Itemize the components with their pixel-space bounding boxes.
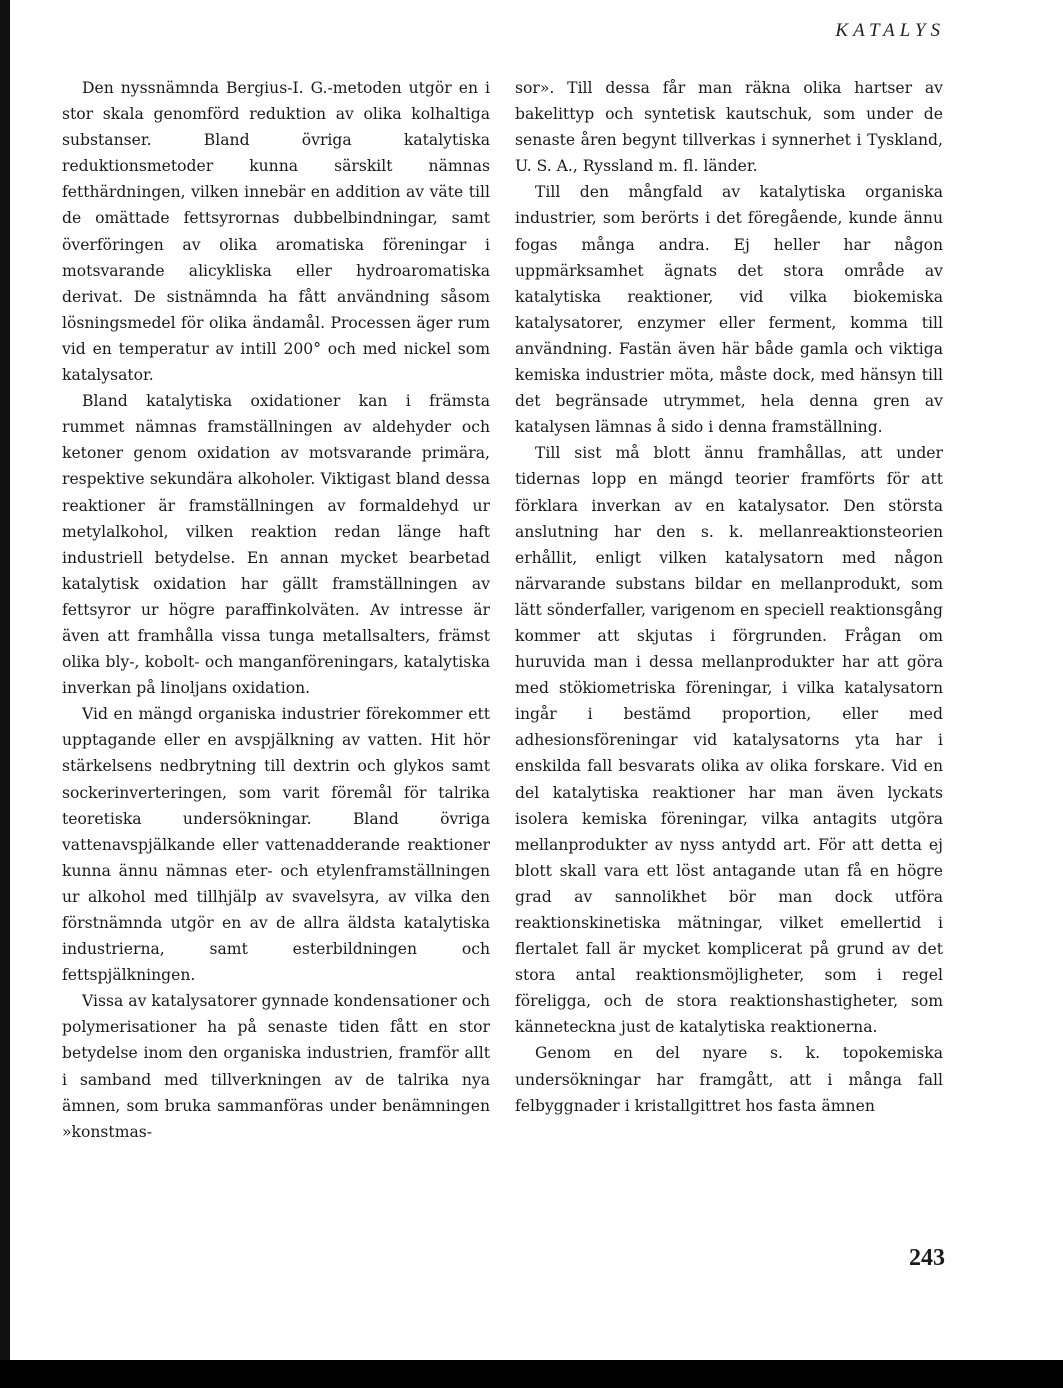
paragraph: Vissa av katalysatorer gynnade kondensationer och polymerisationer ha på senaste tiden fått en stor betydelse inom den organiska industrien, framför allt i samband med tillverkningen av de talrika nya ämnen, som bruka sammanföras under benämningen »konstmas- [62, 992, 490, 1141]
paragraph: Till sist må blott ännu framhållas, att under tidernas lopp en mängd teorier framförts för att förklara inverkan av en katalysator. Den största anslutning har den s. k. mellanreaktionsteorien erhållit, enligt vilken katalysatorn med någon närvarande substans bildar en mellanprodukt, som lätt sönderfaller, varigenom en speciell reaktionsgång kommer att skjutas i förgrunden. Frågan om huruvida man i dessa mellanprodukter har att göra med stökiometriska föreningar, i vilka katalysatorn ingår i bestämd proportion, eller med adhesionsföreningar vid katalysatorns yta har i enskilda fall besvarats olika av olika forskare. Vid en del katalytiska reaktioner har man även lyckats isolera kemiska föreningar, vilka antagits utgöra mellanprodukter av nyss antydd art. För att detta ej blott skall vara ett löst antagande utan få en högre grad av sannolikhet bör man dock utföra reaktionskinetiska mätningar, vilket emellertid i flertalet fall är mycket komplicerat på grund av det stora antal reaktionsmöjligheter, som i regel föreligga, och de stora reaktionshastigheter, som känneteckna just de katalytiska reaktionerna. [515, 444, 943, 1037]
page-number: 243 [909, 1245, 945, 1271]
scan-bottom-edge [0, 1360, 1063, 1388]
paragraph: Genom en del nyare s. k. topokemiska undersökningar har framgått, att i många fall felbyggnader i kristallgittret hos fasta ämnen [515, 1044, 943, 1115]
paragraph: Bland katalytiska oxidationer kan i främsta rummet nämnas framställningen av aldehyder och ketoner genom oxidation av motsvarande primära, respektive sekundära alkoholer. Viktigast bland dessa reaktioner är framställningen av formaldehyd ur metylalkohol, vilken reaktion redan länge haft industriell betydelse. En annan mycket bearbetad katalytisk oxidation har gällt framställningen av fettsyror ur högre paraffinkolväten. Av intresse är även att framhålla vissa tunga metallsalters, främst olika bly-, kobolt- och manganföreningars, katalytiska inverkan på linoljans oxidation. [62, 392, 490, 698]
running-head: KATALYS [835, 20, 945, 41]
paragraph: sor». Till dessa får man räkna olika hartser av bakelittyp och syntetisk kautschuk, som under de senaste åren begynt tillverkas i synnerhet i Tyskland, U. S. A., Ryssland m. fl. länder. [515, 79, 943, 176]
paragraph: Till den mångfald av katalytiska organiska industrier, som berörts i det föregående, kunde ännu fogas många andra. Ej heller har någon uppmärksamhet ägnats det stora område av katalytiska reaktioner, vid vilka biokemiska katalysatorer, enzymer eller ferment, komma till användning. Fastän även här både gamla och viktiga kemiska industrier möta, måste dock, med hänsyn till det begränsade utrymmet, hela denna gren av katalysen lämnas å sido i denna framställning. [515, 183, 943, 437]
paragraph: Den nyssnämnda Bergius-I. G.-metoden utgör en i stor skala genomförd reduktion av olika kolhaltiga substanser. Bland övriga katalytiska reduktionsmetoder kunna särskilt nämnas fetthärdningen, vilken innebär en addition av väte till de omättade fettsyrornas dubbelbindningar, samt överföringen av olika aromatiska föreningar i motsvarande alicykliska eller hydroaromatiska derivat. De sistnämnda ha fått användning såsom lösningsmedel för olika ändamål. Processen äger rum vid en temperatur av intill 200° och med nickel som katalysator. [62, 79, 490, 385]
scan-left-edge [0, 0, 10, 1388]
left-column [62, 75, 490, 1145]
right-column [515, 75, 943, 1119]
paragraph: Vid en mängd organiska industrier förekommer ett upptagande eller en avspjälkning av vatten. Hit hör stärkelsens nedbrytning till dextrin och glykos samt sockerinverteringen, som varit föremål för talrika teoretiska undersökningar. Bland övriga vattenavspjälkande eller vattenadderande reaktioner kunna ännu nämnas eter- och etylenframställningen ur alkohol med tillhjälp av svavelsyra, av vilka den förstnämnda utgör en av de allra äldsta katalytiska industrierna, samt esterbildningen och fettspjälkningen. [62, 705, 490, 985]
